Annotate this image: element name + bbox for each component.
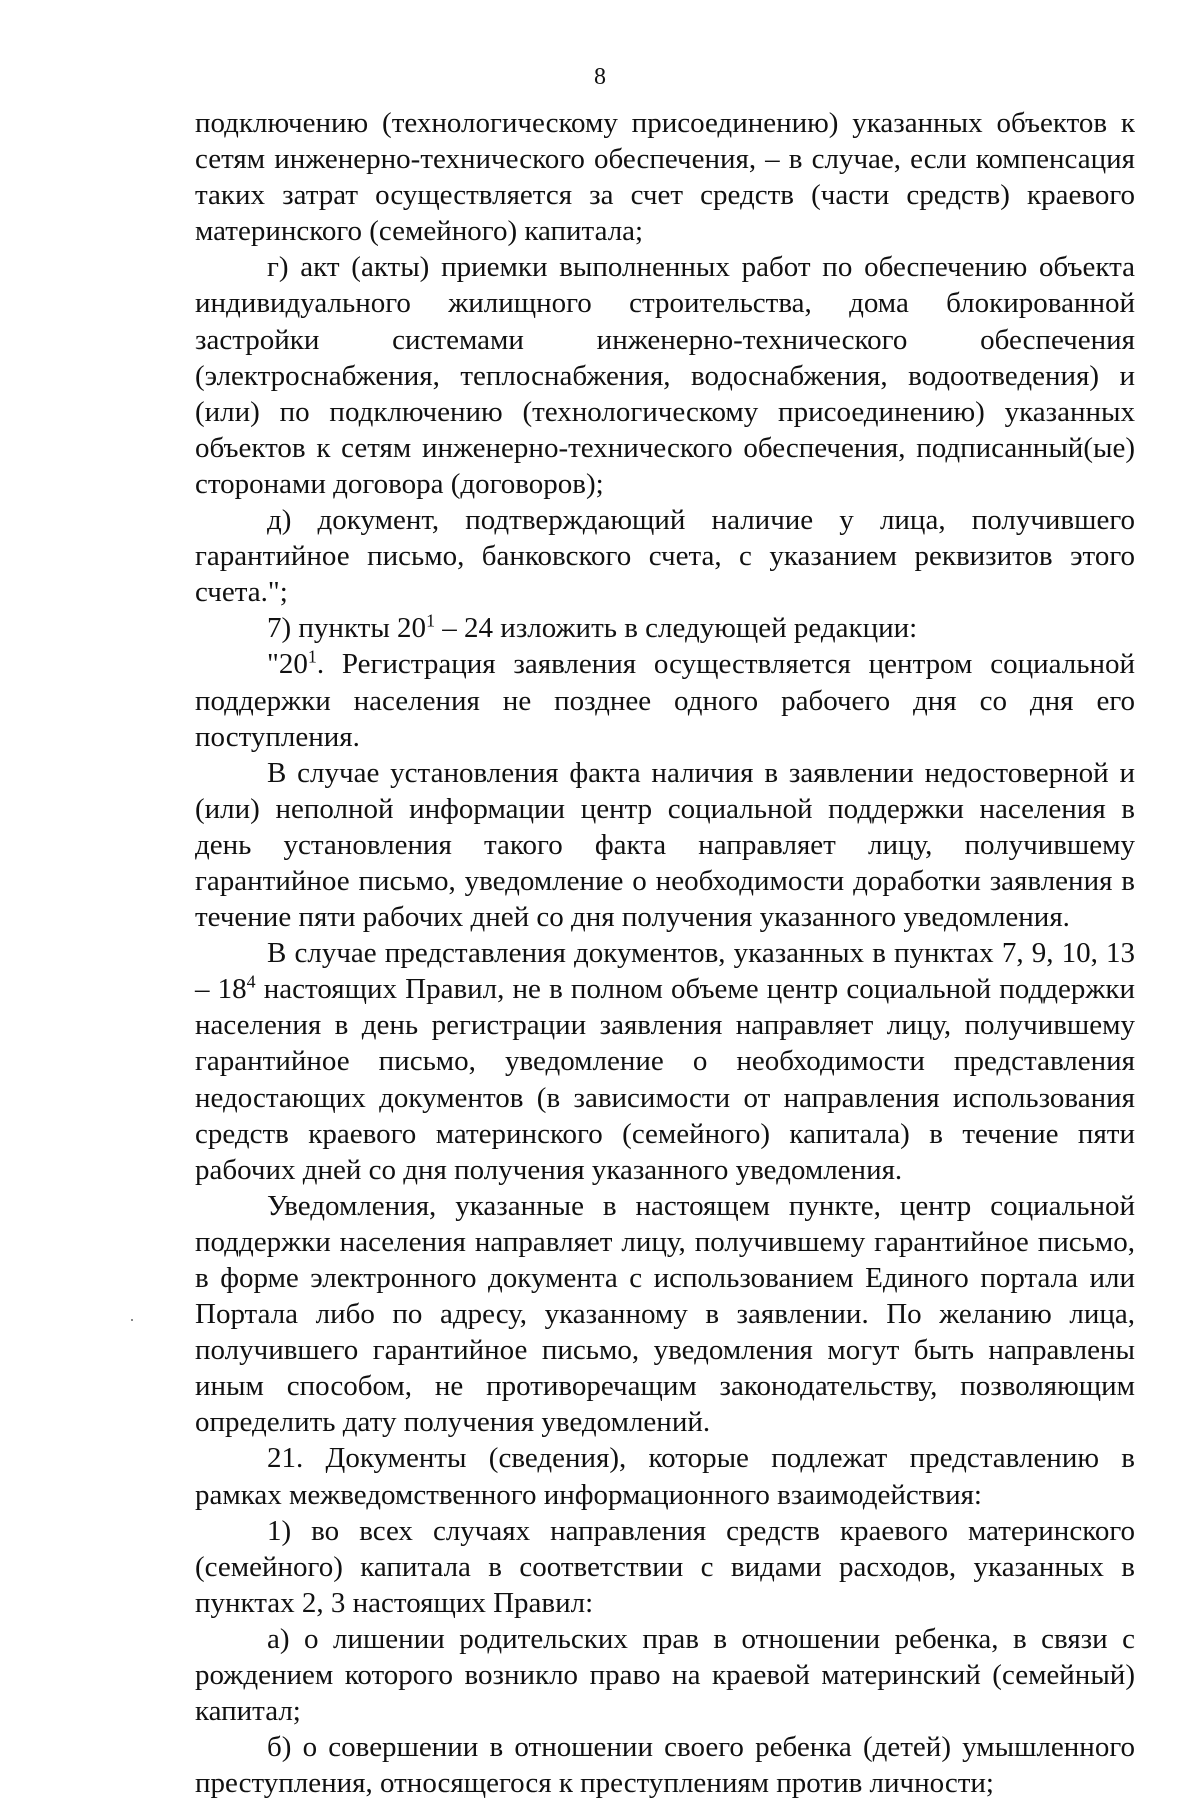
superscript: 1	[426, 610, 436, 631]
paragraph-point-20-1	[195, 646, 1135, 754]
paragraph-point-21: 21. Документы (сведения), которые подлежат представлению в рамках межведомственного информационного взаимодействия:	[195, 1442, 1135, 1511]
text-fragment: "20	[267, 648, 308, 681]
document-body	[195, 105, 1135, 1801]
margin-mark	[131, 1319, 133, 1321]
text-fragment: . Регистрация заявления осуществляется центром социальной поддержки населения не позднее одного рабочего дня со дня его поступления.	[195, 648, 1135, 753]
superscript: 4	[246, 971, 256, 992]
text-fragment: – 24 изложить в следующей редакции:	[435, 612, 918, 645]
text-fragment: 7) пункты 20	[267, 612, 427, 645]
text-fragment: настоящих Правил, не в полном объеме центр социальной поддержки населения в день регистрации заявления направляет лицу, получившему гарантийное письмо, уведомление о необходимости представления недостающих документов (в зависимости от направления использования средств краевого материнского (семейного) капитала) в течение пяти рабочих дней со дня получения указанного уведомления.	[195, 973, 1136, 1186]
paragraph-item-7	[195, 610, 1135, 646]
paragraph-item-d: д) документ, подтверждающий наличие у лица, получившего гарантийное письмо, банковского счета, с указанием реквизитов этого счета.";	[195, 504, 1135, 609]
paragraph-subpoint-1: 1) во всех случаях направления средств краевого материнского (семейного) капитала в соответствии с видами расходов, указанных в пунктах 2, 3 настоящих Правил:	[195, 1514, 1135, 1619]
paragraph-notifications: Уведомления, указанные в настоящем пункте, центр социальной поддержки населения направляет лицу, получившему гарантийное письмо, в форме электронного документа с использованием Единого портала или Портала либо по адресу, указанному в заявлении. По желанию лица, получившего гарантийное письмо, уведомления могут быть направлены иным способом, не противоречащим законодательству, позволяющим определить дату получения уведомлений.	[195, 1189, 1135, 1439]
page-number: 8	[594, 64, 606, 90]
paragraph-incorrect-info: В случае установления факта наличия в заявлении недостоверной и (или) неполной информации центр социальной поддержки населения в день установления такого факта направляет лицу, получившему гарантийное письмо, уведомление о необходимости доработки заявления в течение пяти рабочих дней со дня получения указанного уведомления.	[195, 756, 1135, 934]
paragraph-incomplete-documents	[195, 935, 1135, 1188]
paragraph-item-g: г) акт (акты) приемки выполненных работ по обеспечению объекта индивидуального жилищного строительства, дома блокированной застройки системами инженерно-технического обеспечения (электроснабжения, теплоснабжения, водоснабжения, водоотведения) и (или) по подключению (технологическому присоединению) указанных объектов к сетям инженерно-технического обеспечения, подписанный(ые) сторонами договора (договоров);	[195, 251, 1135, 500]
paragraph-continuation: подключению (технологическому присоединению) указанных объектов к сетям инженерно-технического обеспечения, – в случае, если компенсация таких затрат осуществляется за счет средств (части средств) краевого материнского (семейного) капитала;	[195, 107, 1135, 248]
superscript: 1	[307, 646, 317, 667]
paragraph-item-a: а) о лишении родительских прав в отношении ребенка, в связи с рождением которого возникло право на краевой материнский (семейный) капитал;	[195, 1622, 1135, 1728]
text-fragment: В случае представления документов, указанных в пунктах 7, 9, 10, 13 – 18	[195, 937, 1135, 1006]
paragraph-item-b: б) о совершении в отношении своего ребенка (детей) умышленного преступления, относящегося к преступлениям против личности;	[195, 1731, 1135, 1800]
